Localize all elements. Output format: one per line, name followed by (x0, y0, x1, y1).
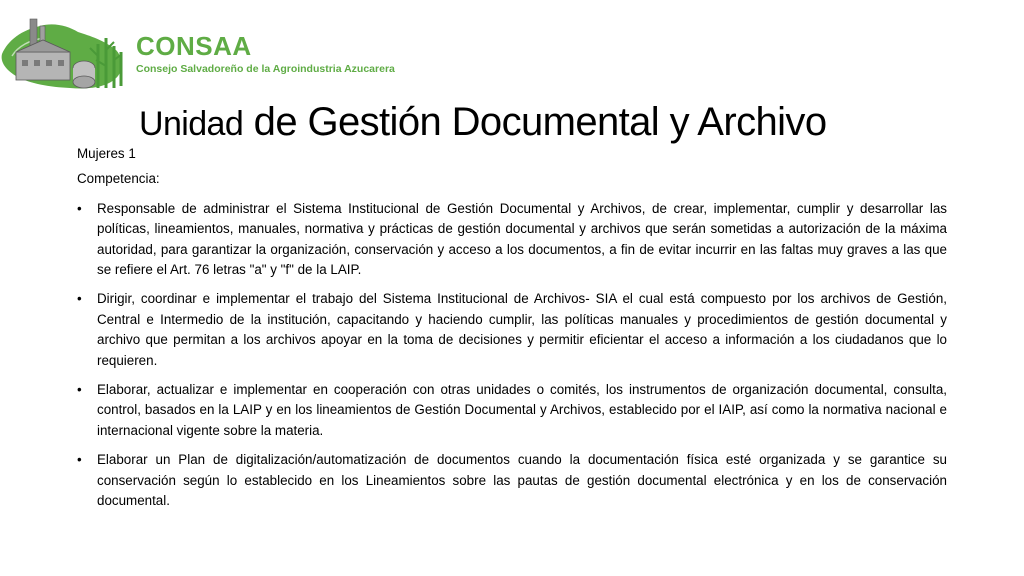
bullet-icon: • (77, 200, 82, 216)
logo-name: CONSAA (136, 31, 252, 61)
list-item-text: Elaborar, actualizar e implementar en cooperación con otras unidades o comités, los instrumentos de organización documental, consulta, control, basados en la LAIP y en los lineamientos de Gestión Documental y Archivos, establecido por el IAIP, así como la normativa nacional e internacional vigente sobre la materia. (97, 382, 947, 438)
bullet-icon: • (77, 291, 82, 307)
consaa-logo (0, 16, 430, 92)
bullet-icon: • (77, 452, 82, 468)
bullet-icon: • (77, 382, 82, 398)
list-item (77, 380, 947, 441)
title-rest: de Gestión Documental y Archivo (253, 100, 827, 144)
competency-list (77, 199, 947, 512)
list-item (77, 450, 947, 511)
list-item-text: Dirigir, coordinar e implementar el trabajo del Sistema Institucional de Archivos- SIA el cual está compuesto por los archivos de Gestión, Central e Intermedio de la institución, capacitando y haciendo cumplir, las políticas manuales y procedimientos de gestión documental y archivo que permitan a los archivos apoyar en la toma de decisiones y permitir eficientar el acceso a información a los ciudadanos que lo requieren. (97, 291, 947, 368)
sugar-mill-logo-icon (0, 16, 128, 92)
list-item (77, 289, 947, 371)
slide-content (77, 144, 947, 512)
title-first-word: Unidad (139, 105, 244, 143)
body-line-competencia: Competencia: (77, 171, 160, 187)
list-item-text: Elaborar un Plan de digitalización/automatización de documentos cuando la documentación física esté organizada y se garantice su conservación según lo establecido en los Lineamientos sobre las pautas de gestión documental electrónica y en los de conservación documental. (97, 452, 947, 509)
body-line-mujeres: Mujeres 1 (77, 146, 136, 161)
logo-subtitle: Consejo Salvadoreño de la Agroindustria Azucarera (136, 63, 395, 75)
list-item (77, 199, 947, 281)
page-title (139, 96, 826, 150)
list-item-text: Responsable de administrar el Sistema Institucional de Gestión Documental y Archivos, de crear, implementar, cumplir y desarrollar las políticas, lineamientos, manuales, normativa y prácticas de gestión documental y archivos que serán sometidas a autorización de la máxima autoridad, para garantizar la organización, conservación y acceso a los documentos, a fin de evitar incurrir en las faltas muy graves a las que se refiere el Art. 76 letras "a" y "f" de la LAIP. (97, 200, 947, 278)
